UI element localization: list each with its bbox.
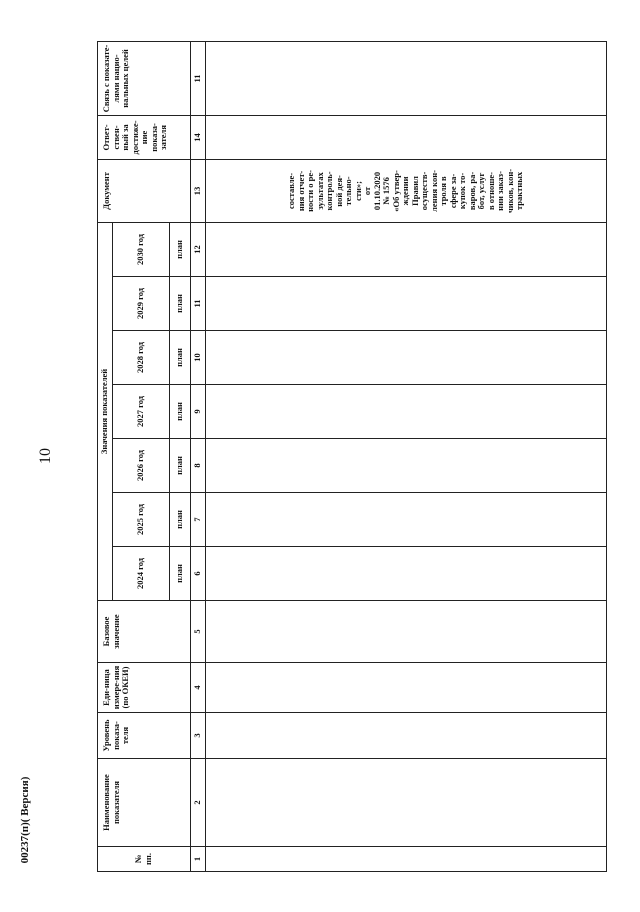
document-line: сти»; [352,180,363,201]
document-line: троля в [438,176,449,206]
header-level: Уровень показа-теля [98,713,191,759]
header-unit: Еди-ница измере-ния (по ОКЕИ) [98,663,191,713]
cell-responsible [206,115,607,159]
col-num: 6 [191,547,206,601]
col-num: 11 [191,277,206,331]
col-num: 5 [191,601,206,663]
plan-2025: план [170,493,191,547]
document-line: осуществ- [419,171,430,211]
col-num: 1 [191,847,206,872]
document-line: Правил [409,176,420,206]
cell-level [206,713,607,759]
col-num: 3 [191,713,206,759]
document-line: 01.10.2020 [371,171,382,211]
cell-value-2027 [206,385,607,439]
col-num: 9 [191,385,206,439]
document-line: нии заказ- [495,171,506,211]
plan-2024: план [170,547,191,601]
document-line: бот, услуг [476,172,487,210]
col-num: 13 [191,159,206,222]
header-num: № пп. [98,847,191,872]
document-line: контроль- [324,171,335,211]
document-line: от [362,186,373,196]
cell-name [206,759,607,847]
document-line: трактных [514,171,525,211]
cell-value-2025 [206,493,607,547]
cell-value-2029 [206,277,607,331]
header-responsible: Ответ-ствен-ный за достиже-ние показа-зателя [98,115,191,159]
cell-value-2024 [206,547,607,601]
header-name: Наименование показателя [98,759,191,847]
document-line: сфере за- [447,173,458,209]
header-values-group: Значения показателей [98,222,113,600]
plan-2030: план [170,222,191,276]
col-num: 7 [191,493,206,547]
document-line: купок то- [457,172,468,210]
document-line: «Об утвер- [390,170,401,212]
plan-2028: план [170,331,191,385]
document-line: тельно- [343,176,354,206]
table-row [206,41,607,871]
col-num: 14 [191,115,206,159]
plan-2027: план [170,385,191,439]
year-2024: 2024 год [113,547,170,601]
document-line: в отноше- [485,171,496,210]
rotated-table-container [97,42,617,872]
col-num: 12 [191,222,206,276]
header-base: Базовое значение [98,601,191,663]
indicators-table [97,41,607,872]
cell-link [206,41,607,115]
col-num: 8 [191,439,206,493]
col-num: 2 [191,759,206,847]
header-document: Документ [98,159,191,222]
cell-num [206,847,607,872]
col-num: 4 [191,663,206,713]
column-number-row [191,41,206,871]
header-link: Связь с показате-лями нацио-нальных целей [98,41,191,115]
plan-2029: план [170,277,191,331]
document-line: варов, ра- [466,171,477,211]
year-2029: 2029 год [113,277,170,331]
year-2030: 2030 год [113,222,170,276]
document-line: ления кон- [428,170,439,212]
document-line: зультатах [314,172,325,210]
cell-unit [206,663,607,713]
col-num: 11 [191,41,206,115]
cell-value-2028 [206,331,607,385]
document-line: чиков, кон- [504,168,515,214]
plan-2026: план [170,439,191,493]
cell-value-2030 [206,222,607,276]
cell-document [206,159,607,222]
page-number: 10 [37,448,54,464]
year-2028: 2028 год [113,331,170,385]
document-line: ности о ре- [305,170,316,212]
document-line: составле- [286,172,297,210]
document-line: ждении [400,176,411,206]
footer-code: 00237(п)( Версия) [19,776,31,864]
cell-value-2026 [206,439,607,493]
year-2026: 2026 год [113,439,170,493]
document-line: ной дея- [333,175,344,207]
year-2027: 2027 год [113,385,170,439]
year-2025: 2025 год [113,493,170,547]
cell-base [206,601,607,663]
header-row-1 [98,41,113,871]
col-num: 10 [191,331,206,385]
document-line: № 1576 [381,177,392,205]
document-line: ния отчет- [295,170,306,212]
